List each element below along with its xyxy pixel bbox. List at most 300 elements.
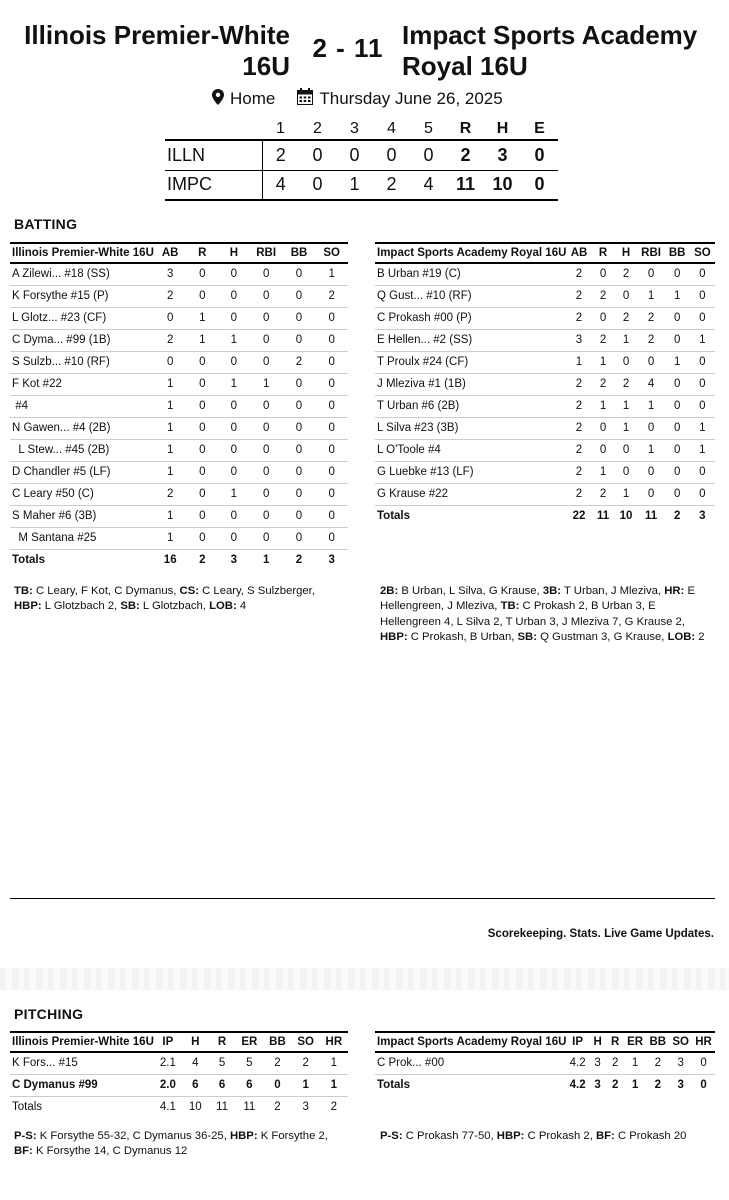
stat-cell: 1 <box>154 527 187 549</box>
note-key: 2B: <box>380 585 399 597</box>
col-so: SO <box>690 243 715 263</box>
stat-cell: 1 <box>638 439 665 461</box>
note-key: HR: <box>664 585 685 597</box>
batting-body <box>10 263 348 571</box>
note-value: 2 <box>695 630 705 643</box>
stat-cell: 1 <box>614 329 637 351</box>
col-so: SO <box>292 1032 320 1052</box>
stat-cell: 0 <box>592 439 615 461</box>
linescore-hits: 3 <box>484 140 521 170</box>
linescore-col: 3 <box>336 118 373 140</box>
totals-cell: 3 <box>230 554 238 567</box>
totals-cell: 2 <box>654 1079 661 1092</box>
stat-cell: 2 <box>614 263 637 285</box>
linescore-col-hits: H <box>484 118 521 140</box>
linescore-cell: 0 <box>410 140 447 170</box>
note-value: K Forsythe 14, C Dymanus 12 <box>32 1145 188 1158</box>
stat-cell: 1 <box>665 351 690 373</box>
stat-cell: 3 <box>566 329 591 351</box>
stat-cell: 2 <box>638 307 665 329</box>
stat-cell: 0 <box>315 329 348 351</box>
location-text: Home <box>230 89 276 108</box>
player-row <box>375 373 715 395</box>
linescore-col: 5 <box>410 118 447 140</box>
note-key: BF: <box>14 1145 33 1158</box>
stat-cell: 1 <box>690 417 715 439</box>
note-key: SB: <box>517 630 537 643</box>
stat-cell: 0 <box>187 527 219 549</box>
col-rbi: RBI <box>250 243 283 263</box>
stat-cell: 0 <box>187 505 219 527</box>
batting-table-away <box>10 242 348 571</box>
player-row <box>375 307 715 329</box>
note-value: C Prokash, B Urban, <box>407 630 518 643</box>
stat-cell: 0 <box>187 461 219 483</box>
stat-cell: 0 <box>218 395 250 417</box>
stat-cell: 2 <box>292 1052 320 1074</box>
stat-cell: 0 <box>592 263 615 285</box>
pitching-notes-home <box>380 1129 700 1144</box>
stat-cell: 1 <box>154 439 187 461</box>
player-name: C Prok... #00 <box>375 1052 566 1074</box>
stat-cell: 0 <box>614 285 637 307</box>
col-r: R <box>187 243 219 263</box>
player-row <box>375 461 715 483</box>
col-bb: BB <box>263 1032 291 1052</box>
totals-label: Totals <box>12 1101 43 1114</box>
player-name: C Leary #50 (C) <box>10 483 154 505</box>
note-value: K Forsythe 55-32, C Dymanus 36-25, <box>36 1130 230 1142</box>
player-row <box>10 285 348 307</box>
stat-cell: 0 <box>315 417 348 439</box>
stat-cell: 0 <box>315 395 348 417</box>
stat-cell: 0 <box>665 329 690 351</box>
player-name: G Luebke #13 (LF) <box>375 461 566 483</box>
stat-cell: 0 <box>283 307 316 329</box>
totals-cell: 0 <box>700 1079 707 1092</box>
player-row <box>375 329 715 351</box>
game-meta <box>212 88 503 110</box>
pitching-header-row <box>10 1032 348 1052</box>
player-row <box>375 483 715 505</box>
col-so: SO <box>315 243 348 263</box>
pitching-notes-away <box>14 1129 334 1160</box>
stat-cell: 0 <box>218 439 250 461</box>
stat-cell: 6 <box>182 1074 209 1096</box>
player-name: L Silva #23 (3B) <box>375 417 566 439</box>
player-name: C Prokash #00 (P) <box>375 307 566 329</box>
player-name: A Zilewi... #18 (SS) <box>10 263 154 285</box>
player-row <box>10 307 348 329</box>
player-row <box>375 351 715 373</box>
player-name: N Gawen... #4 (2B) <box>10 417 154 439</box>
totals-row <box>375 1074 715 1096</box>
linescore-errors: 0 <box>521 170 558 200</box>
stat-cell: 2 <box>566 285 591 307</box>
linescore-hits: 10 <box>484 170 521 200</box>
stat-cell: 0 <box>614 439 637 461</box>
batting-notes-home <box>380 584 712 645</box>
player-row <box>375 417 715 439</box>
stat-cell: 1 <box>218 483 250 505</box>
stat-cell: 0 <box>315 373 348 395</box>
batting-header-row <box>375 243 715 263</box>
totals-cell: 16 <box>163 554 177 567</box>
note-value: C Prokash 20 <box>614 1130 687 1142</box>
stat-cell: 0 <box>690 461 715 483</box>
linescore-cell: 2 <box>373 170 410 200</box>
col-so: SO <box>669 1032 692 1052</box>
stat-cell: 0 <box>154 351 187 373</box>
stat-cell: 1 <box>566 351 591 373</box>
linescore-col: 4 <box>373 118 410 140</box>
col-r: R <box>592 243 615 263</box>
stat-cell: 0 <box>638 417 665 439</box>
col-r: R <box>606 1032 624 1052</box>
stat-cell: 0 <box>665 439 690 461</box>
stat-cell: 2 <box>592 373 615 395</box>
col-h: H <box>182 1032 209 1052</box>
note-value: 4 <box>236 600 247 613</box>
linescore-table <box>165 118 558 201</box>
stat-cell: 2.1 <box>154 1052 182 1074</box>
player-row <box>375 285 715 307</box>
stat-cell: 1 <box>154 395 187 417</box>
stat-cell: 2 <box>566 395 591 417</box>
stat-cell: 3 <box>154 263 187 285</box>
stat-cell: 0 <box>690 373 715 395</box>
player-row <box>10 439 348 461</box>
stat-cell: 0 <box>250 395 283 417</box>
pitching-table-home <box>375 1031 715 1096</box>
totals-cell: 3 <box>328 554 335 567</box>
stat-cell: 1 <box>614 417 637 439</box>
stat-cell: 0 <box>250 329 283 351</box>
note-key: HBP: <box>496 1130 525 1142</box>
stat-cell: 0 <box>250 285 283 307</box>
totals-label: Totals <box>12 554 46 567</box>
footer-tagline: Scorekeeping. Stats. Live Game Updates. <box>487 928 714 940</box>
stat-cell: 2 <box>566 461 591 483</box>
stat-cell: 2 <box>315 285 348 307</box>
totals-cell: 2 <box>199 554 206 567</box>
stat-cell: 2 <box>566 483 591 505</box>
note-key: 3B: <box>542 585 562 597</box>
stat-cell: 0 <box>665 307 690 329</box>
player-row <box>375 395 715 417</box>
stat-cell: 1 <box>592 395 615 417</box>
totals-cell: 11 <box>216 1101 229 1114</box>
linescore-cell: 4 <box>262 170 299 200</box>
linescore-col: 1 <box>262 118 299 140</box>
stat-cell: 0 <box>283 527 316 549</box>
col-r: R <box>209 1032 236 1052</box>
stat-cell: 5 <box>235 1052 263 1074</box>
col-bb: BB <box>283 243 316 263</box>
stat-cell: 6 <box>235 1074 263 1096</box>
linescore-errors: 0 <box>521 140 558 170</box>
linescore-col-runs: R <box>447 118 484 140</box>
totals-cell: 10 <box>619 510 633 523</box>
linescore-cell: 0 <box>373 140 410 170</box>
stat-cell: 0 <box>218 351 250 373</box>
totals-cell: 2 <box>330 1101 338 1114</box>
map-pin-icon <box>212 89 224 110</box>
linescore-cell: 1 <box>336 170 373 200</box>
player-row <box>10 351 348 373</box>
stat-cell: 2 <box>592 483 615 505</box>
totals-cell: 3 <box>302 1101 309 1114</box>
stat-cell: 1 <box>638 285 665 307</box>
stat-cell: 0 <box>614 461 637 483</box>
totals-row <box>375 505 715 527</box>
stat-cell: 1 <box>690 329 715 351</box>
stat-cell: 2 <box>154 483 187 505</box>
player-name: F Kot #22 <box>10 373 154 395</box>
stat-cell: 0 <box>315 505 348 527</box>
player-name: Q Gust... #10 (RF) <box>375 285 566 307</box>
pitching-team-header: Impact Sports Academy Royal 16U <box>375 1032 566 1052</box>
linescore-team-header <box>165 118 262 140</box>
note-value: C Prokash 77-50, <box>402 1130 497 1142</box>
stat-cell: 0 <box>250 461 283 483</box>
player-row <box>10 505 348 527</box>
stat-cell: 0 <box>665 373 690 395</box>
stat-cell: 3 <box>589 1052 607 1074</box>
batting-notes-away <box>14 584 334 615</box>
stat-cell: 2 <box>154 285 187 307</box>
totals-cell: 2 <box>611 1079 619 1092</box>
totals-row <box>10 549 348 571</box>
totals-cell: 3 <box>699 510 706 523</box>
stat-cell: 0 <box>592 307 615 329</box>
totals-row <box>10 1096 348 1118</box>
note-key: BF: <box>595 1130 615 1142</box>
totals-cell: 10 <box>188 1101 202 1114</box>
stat-cell: 0 <box>690 395 715 417</box>
col-h: H <box>589 1032 607 1052</box>
note-value: Q Gustman 3, G Krause, <box>536 630 668 643</box>
pitching-header-row <box>375 1032 715 1052</box>
note-key: CS: <box>179 585 199 597</box>
stat-cell: 0 <box>263 1074 291 1096</box>
stat-cell: 0 <box>638 263 665 285</box>
stat-cell: 0 <box>250 351 283 373</box>
player-row <box>10 417 348 439</box>
stat-cell: 1 <box>154 461 187 483</box>
stat-cell: 4 <box>182 1052 209 1074</box>
stat-cell: 0 <box>250 527 283 549</box>
stat-cell: 0 <box>283 461 316 483</box>
stat-cell: 0 <box>187 395 219 417</box>
stat-cell: 0 <box>690 351 715 373</box>
col-hr: HR <box>320 1032 348 1052</box>
stat-cell: 2 <box>566 417 591 439</box>
stat-cell: 1 <box>218 329 250 351</box>
stat-cell: 0 <box>187 351 219 373</box>
stat-cell: 0 <box>250 417 283 439</box>
linescore-header-row <box>165 118 558 140</box>
batting-team-header: Illinois Premier-White 16U <box>10 243 154 263</box>
note-key: HBP: <box>14 600 42 613</box>
note-key: LOB: <box>209 600 237 613</box>
linescore-cell: 0 <box>336 140 373 170</box>
footer-divider <box>10 898 715 899</box>
totals-cell: 2 <box>274 1101 281 1114</box>
col-hr: HR <box>692 1032 715 1052</box>
stat-cell: 6 <box>209 1074 236 1096</box>
stat-cell: 1 <box>614 395 637 417</box>
stat-cell: 1 <box>187 329 219 351</box>
stat-cell: 0 <box>250 483 283 505</box>
stat-cell: 0 <box>187 483 219 505</box>
stat-cell: 1 <box>154 505 187 527</box>
player-name: #4 <box>10 395 154 417</box>
calendar-icon <box>297 88 313 110</box>
stat-cell: 3 <box>669 1052 692 1074</box>
col-ip: IP <box>566 1032 588 1052</box>
stat-cell: 1 <box>187 307 219 329</box>
stat-cell: 1 <box>690 439 715 461</box>
stat-cell: 0 <box>315 439 348 461</box>
totals-label: Totals <box>377 510 411 523</box>
linescore-team: IMPC <box>165 170 262 200</box>
linescore-team: ILLN <box>165 140 262 170</box>
note-value: C Leary, F Kot, C Dymanus, <box>32 585 180 597</box>
stat-cell: 0 <box>250 439 283 461</box>
stat-cell: 1 <box>292 1074 320 1096</box>
stat-cell: 0 <box>187 417 219 439</box>
note-key: TB: <box>500 600 520 613</box>
player-row <box>10 263 348 285</box>
col-ip: IP <box>154 1032 182 1052</box>
linescore-cell: 0 <box>299 140 336 170</box>
stat-cell: 2 <box>614 307 637 329</box>
player-name: C Dymanus #99 <box>10 1074 154 1096</box>
stat-cell: 2 <box>283 351 316 373</box>
player-row <box>10 395 348 417</box>
stat-cell: 0 <box>315 483 348 505</box>
totals-cell: 11 <box>596 510 610 523</box>
stat-cell: 1 <box>320 1052 348 1074</box>
stat-cell: 2 <box>263 1052 291 1074</box>
pitching-section-title: PITCHING <box>14 1006 84 1022</box>
totals-cell: 3 <box>677 1079 684 1092</box>
col-ab: AB <box>154 243 187 263</box>
stat-cell: 0 <box>592 417 615 439</box>
linescore-cell: 4 <box>410 170 447 200</box>
stat-cell: 0 <box>283 505 316 527</box>
note-key: P-S: <box>380 1130 403 1142</box>
stat-cell: 0 <box>315 461 348 483</box>
batting-table-home <box>375 242 715 527</box>
totals-cell: 4.2 <box>569 1079 586 1092</box>
page-gap <box>0 968 729 990</box>
pitching-body <box>375 1052 715 1096</box>
home-team-name: Impact Sports Academy Royal 16U <box>402 20 698 81</box>
pitching-team-header: Illinois Premier-White 16U <box>10 1032 154 1052</box>
pitching-table-away <box>10 1031 348 1118</box>
totals-cell: 3 <box>594 1079 601 1092</box>
stat-cell: 0 <box>154 307 187 329</box>
stat-cell: 0 <box>283 439 316 461</box>
stat-cell: 2 <box>566 307 591 329</box>
stat-cell: 0 <box>218 285 250 307</box>
batting-body <box>375 263 715 527</box>
stat-cell: 0 <box>638 483 665 505</box>
totals-cell: 22 <box>572 510 586 523</box>
stat-cell: 4.2 <box>566 1052 588 1074</box>
note-value: C Leary, S Sulzberger, <box>199 585 315 597</box>
stat-cell: 4 <box>638 373 665 395</box>
stat-cell: 0 <box>283 329 316 351</box>
stat-cell: 2 <box>154 329 187 351</box>
player-name: T Urban #6 (2B) <box>375 395 566 417</box>
stat-cell: 2 <box>614 373 637 395</box>
stat-cell: 2 <box>592 329 615 351</box>
stat-cell: 0 <box>250 307 283 329</box>
note-value: K Forsythe 2, <box>257 1130 328 1142</box>
note-key: HBP: <box>380 630 408 643</box>
stat-cell: 5 <box>209 1052 236 1074</box>
player-name: K Fors... #15 <box>10 1052 154 1074</box>
stat-cell: 0 <box>283 373 316 395</box>
stat-cell: 0 <box>692 1052 715 1074</box>
stat-cell: 1 <box>638 395 665 417</box>
col-h: H <box>218 243 250 263</box>
stat-cell: 0 <box>315 351 348 373</box>
player-name: G Krause #22 <box>375 483 566 505</box>
stat-cell: 0 <box>315 527 348 549</box>
stat-cell: 0 <box>218 307 250 329</box>
stat-cell: 0 <box>283 285 316 307</box>
stat-cell: 0 <box>665 483 690 505</box>
note-value: E Hellengreen, J Mleziva, <box>380 585 695 613</box>
note-value: T Urban, J Mleziva, <box>561 585 665 597</box>
note-key: LOB: <box>667 630 696 643</box>
stat-cell: 2.0 <box>154 1074 182 1096</box>
stat-cell: 0 <box>283 263 316 285</box>
player-name: K Forsythe #15 (P) <box>10 285 154 307</box>
totals-cell: 11 <box>243 1101 256 1114</box>
stat-cell: 1 <box>154 417 187 439</box>
totals-cell: 4.1 <box>159 1101 176 1114</box>
col-er: ER <box>624 1032 646 1052</box>
stat-cell: 2 <box>606 1052 624 1074</box>
stat-cell: 0 <box>690 263 715 285</box>
stat-cell: 0 <box>218 461 250 483</box>
stat-cell: 0 <box>250 505 283 527</box>
stat-cell: 0 <box>690 307 715 329</box>
stat-cell: 0 <box>665 395 690 417</box>
stat-cell: 0 <box>283 483 316 505</box>
note-value: C Prokash 2, <box>524 1130 596 1142</box>
player-row <box>375 1052 715 1074</box>
player-row <box>10 1052 348 1074</box>
stat-cell: 2 <box>592 285 615 307</box>
stat-cell: 0 <box>690 285 715 307</box>
totals-cell: 11 <box>644 510 658 523</box>
date-text: Thursday June 26, 2025 <box>319 89 503 108</box>
stat-cell: 1 <box>624 1052 646 1074</box>
player-name: B Urban #19 (C) <box>375 263 566 285</box>
col-h: H <box>614 243 637 263</box>
note-key: TB: <box>14 585 33 597</box>
player-row <box>375 439 715 461</box>
player-name: L O'Toole #4 <box>375 439 566 461</box>
note-value: B Urban, L Silva, G Krause, <box>398 585 543 597</box>
stat-cell: 0 <box>665 263 690 285</box>
